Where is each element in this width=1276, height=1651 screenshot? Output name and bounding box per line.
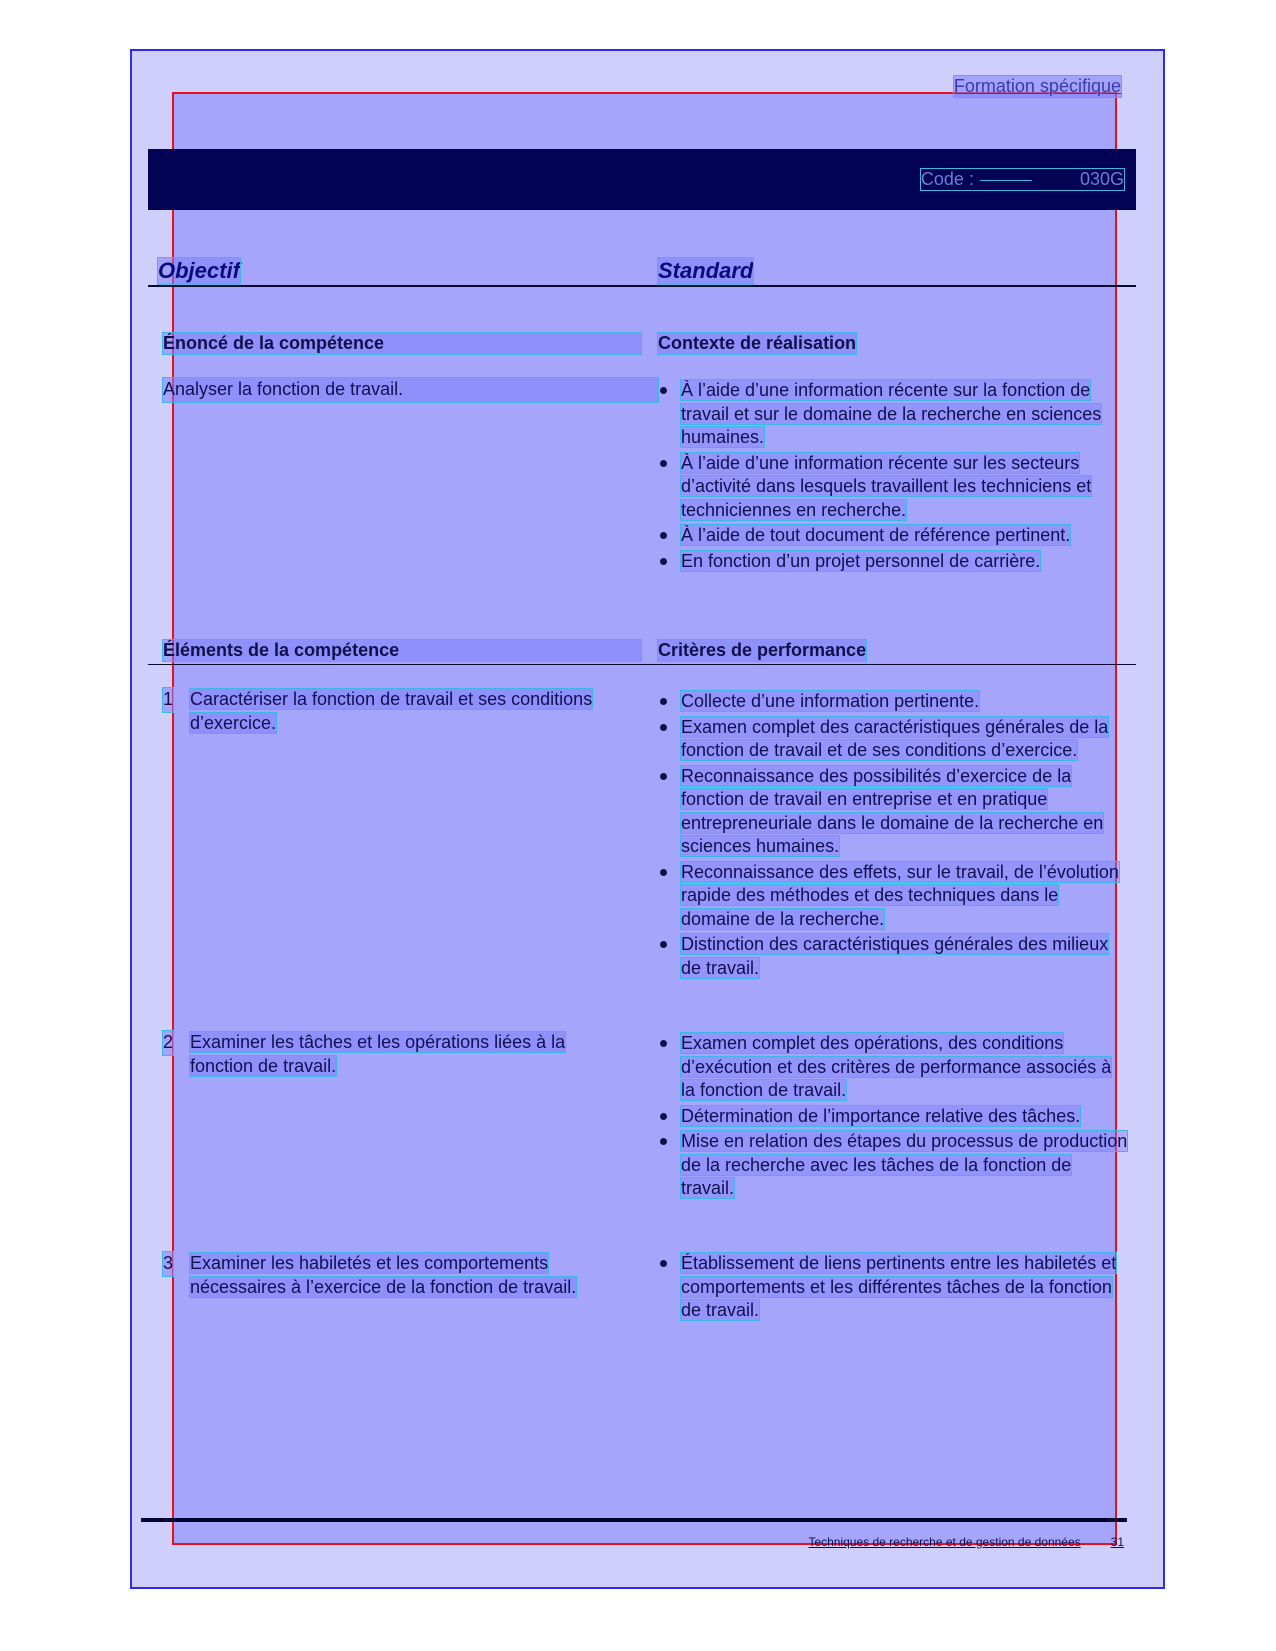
critere-item: Reconnaissance des effets, sur le travail, de l’évolution rapide des méthodes et des techniques dans le domaine de la recherche. [658, 861, 1128, 932]
section-label: Formation spécifique [953, 76, 1121, 96]
critere-item: Distinction des caractéristiques générales des milieux de travail. [658, 933, 1128, 980]
enonce-heading: Énoncé de la compétence [163, 333, 641, 354]
heading-rule [148, 285, 1136, 287]
column-heading-objectif: Objectif [158, 258, 240, 283]
column-heading-standard: Standard [658, 258, 754, 283]
header-banner [148, 149, 1136, 210]
page-number: 31 [1110, 1535, 1124, 1549]
element-text: Examiner les habiletés et les comportements nécessaires à l’exercice de la fonction de travail. [190, 1253, 577, 1297]
enonce-text: Analyser la fonction de travail. [163, 378, 658, 402]
contexte-heading: Contexte de réalisation [658, 333, 857, 353]
element-text: Caractériser la fonction de travail et ses conditions d’exercice. [190, 689, 593, 733]
criteres-list-2 [658, 1032, 1128, 1203]
code-label: Code : [920, 169, 974, 189]
code-separator [980, 180, 1032, 181]
critere-item: Reconnaissance des possibilités d’exercice de la fonction de travail en entreprise et en pratique entrepreneuriale dans le domaine de la recherche en sciences humaines. [658, 765, 1128, 859]
elements-heading: Éléments de la compétence [163, 640, 641, 661]
code-value: 030G [1079, 169, 1124, 189]
criteres-list-3 [658, 1252, 1128, 1325]
element-1 [163, 688, 658, 738]
contexte-item: À l’aide d’une information récente sur les secteurs d’activité dans lesquels travaillent les techniciens et techniciennes en recherche. [658, 452, 1128, 523]
critere-item: Examen complet des opérations, des conditions d’exécution et des critères de performance associés à la fonction de travail. [658, 1032, 1128, 1103]
element-number: 3 [163, 1252, 173, 1276]
critere-item: Détermination de l’importance relative des tâches. [658, 1105, 1128, 1129]
element-number: 2 [163, 1031, 173, 1055]
critere-item: Mise en relation des étapes du processus de production de la recherche avec les tâches de la fonction de travail. [658, 1130, 1128, 1201]
code-field [921, 169, 1124, 190]
footer-program: Techniques de recherche et de gestion de données [808, 1535, 1081, 1549]
element-3 [163, 1252, 658, 1327]
critere-item: Collecte d’une information pertinente. [658, 690, 1128, 714]
critere-item: Examen complet des caractéristiques générales de la fonction de travail et de ses conditions d’exercice. [658, 716, 1128, 763]
criteres-heading: Critères de performance [658, 640, 867, 660]
contexte-list [658, 379, 1128, 575]
contexte-item: En fonction d’un projet personnel de carrière. [658, 550, 1128, 574]
element-2 [163, 1031, 658, 1081]
footer [808, 1535, 1124, 1549]
critere-item: Établissement de liens pertinents entre les habiletés et comportements et les différentes tâches de la fonction de travail. [658, 1252, 1128, 1323]
footer-rule [141, 1518, 1127, 1522]
criteres-list-1 [658, 690, 1128, 982]
contexte-item: À l’aide de tout document de référence pertinent. [658, 524, 1128, 548]
element-number: 1 [163, 688, 173, 712]
contexte-item: À l’aide d’une information récente sur la fonction de travail et sur le domaine de la recherche en sciences humaines. [658, 379, 1128, 450]
element-text: Examiner les tâches et les opérations liées à la fonction de travail. [190, 1032, 566, 1076]
elements-rule [148, 664, 1136, 665]
